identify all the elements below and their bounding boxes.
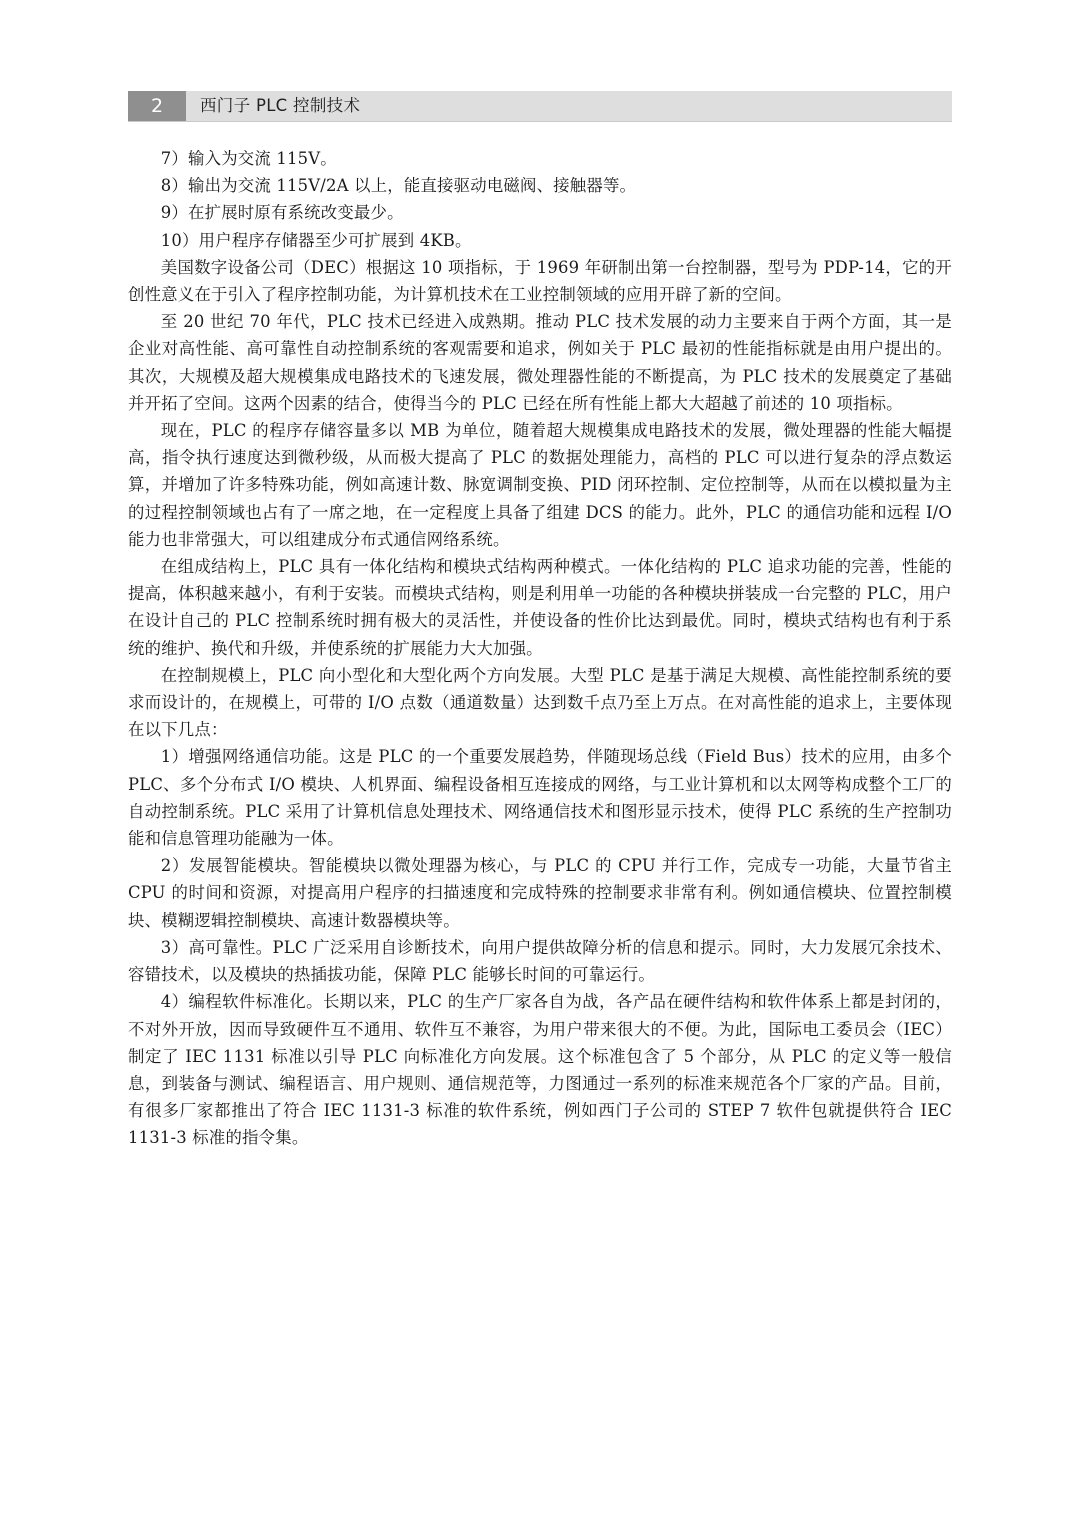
list-item: 9）在扩展时原有系统改变最少。 (160, 203, 404, 223)
list-item: 4）编程软件标准化。长期以来，PLC 的生产厂家各自为战，各产品在硬件结构和软件体系上都是封闭的，不对外开放，因而导致硬件互不通用、软件互不兼容，为用户带来很大的不便。为此，国际电工委员会（IEC）制定了 IEC 1131 标准以引导 PLC 向标准化方向发展。这个标准包含了 5 个部分，从 PLC 的定义等一般信息，到装备与测试、编程语言、用户规则、通信规范等，力图通过一系列的标准来规范各个厂家的产品。目前，有很多厂家都推出了符合 IEC 1131-3 标准的软件系统，例如西门子公司的 STEP 7 软件包就提供符合 IEC 1131-3 标准的指令集。 (128, 992, 952, 1148)
list-item: 10）用户程序存储器至少可扩展到 4KB。 (160, 230, 472, 250)
paragraph: 在控制规模上，PLC 向小型化和大型化两个方向发展。大型 PLC 是基于满足大规模、高性能控制系统的要求而设计的，在规模上，可带的 I/O 点数（通道数量）达到数千点乃至上万点。在对高性能的追求上，主要体现在以下几点： (128, 665, 952, 740)
book-title: 西门子 PLC 控制技术 (200, 96, 361, 115)
paragraph: 在组成结构上，PLC 具有一体化结构和模块式结构两种模式。一体化结构的 PLC 追求功能的完善，性能的提高，体积越来越小，有利于安装。而模块式结构，则是利用单一功能的各种模块拼装成一台完整的 PLC，用户在设计自己的 PLC 控制系统时拥有极大的灵活性，并使设备的性价比达到最优。同时，模块式结构也有利于系统的维护、换代和升级，并使系统的扩展能力大大加强。 (128, 557, 952, 658)
page-header (128, 91, 952, 122)
paragraph: 美国数字设备公司（DEC）根据这 10 项指标，于 1969 年研制出第一台控制器，型号为 PDP-14，它的开创性意义在于引入了程序控制功能，为计算机技术在工业控制领域的应用开辟了新的空间。 (128, 257, 952, 305)
list-item: 2）发展智能模块。智能模块以微处理器为核心，与 PLC 的 CPU 并行工作，完成专一功能，大量节省主 CPU 的时间和资源，对提高用户程序的扫描速度和完成特殊的控制要求非常有利。例如通信模块、位置控制模块、模糊逻辑控制模块、高速计数器模块等。 (128, 856, 952, 930)
list-item: 8）输出为交流 115V/2A 以上，能直接驱动电磁阀、接触器等。 (160, 176, 637, 196)
page-body (128, 145, 952, 1152)
list-item: 7）输入为交流 115V。 (160, 149, 337, 168)
list-item: 1）增强网络通信功能。这是 PLC 的一个重要发展趋势，伴随现场总线（Field Bus）技术的应用，由多个 PLC、多个分布式 I/O 模块、人机界面、编程设备相互连接成的网络，与工业计算机和以太网等构成整个工厂的自动控制系统。PLC 采用了计算机信息处理技术、网络通信技术和图形显示技术，使得 PLC 系统的生产控制功能和信息管理功能融为一体。 (128, 747, 952, 849)
page-number: 2 (128, 91, 186, 121)
paragraph: 至 20 世纪 70 年代，PLC 技术已经进入成熟期。推动 PLC 技术发展的动力主要来自于两个方面，其一是企业对高性能、高可靠性自动控制系统的客观需要和追求，例如关于 PLC 最初的性能指标就是由用户提出的。其次，大规模及超大规模集成电路技术的飞速发展，微处理器性能的不断提高，为 PLC 技术的发展奠定了基础并开拓了空间。这两个因素的结合，使得当今的 PLC 已经在所有性能上都大大超越了前述的 10 项指标。 (128, 312, 952, 413)
list-item: 3）高可靠性。PLC 广泛采用自诊断技术，向用户提供故障分析的信息和提示。同时，大力发展冗余技术、容错技术，以及模块的热插拔功能，保障 PLC 能够长时间的可靠运行。 (128, 937, 952, 985)
paragraph: 现在，PLC 的程序存储容量多以 MB 为单位，随着超大规模集成电路技术的发展，微处理器的性能大幅提高，指令执行速度达到微秒级，从而极大提高了 PLC 的数据处理能力，高档的 PLC 可以进行复杂的浮点数运算，并增加了许多特殊功能，例如高速计数、脉宽调制变换、PID 闭环控制、定位控制等，从而在以模拟量为主的过程控制领域也占有了一席之地，在一定程度上具备了组建 DCS 的能力。此外，PLC 的通信功能和远程 I/O 能力也非常强大，可以组建成分布式通信网络系统。 (128, 421, 952, 549)
